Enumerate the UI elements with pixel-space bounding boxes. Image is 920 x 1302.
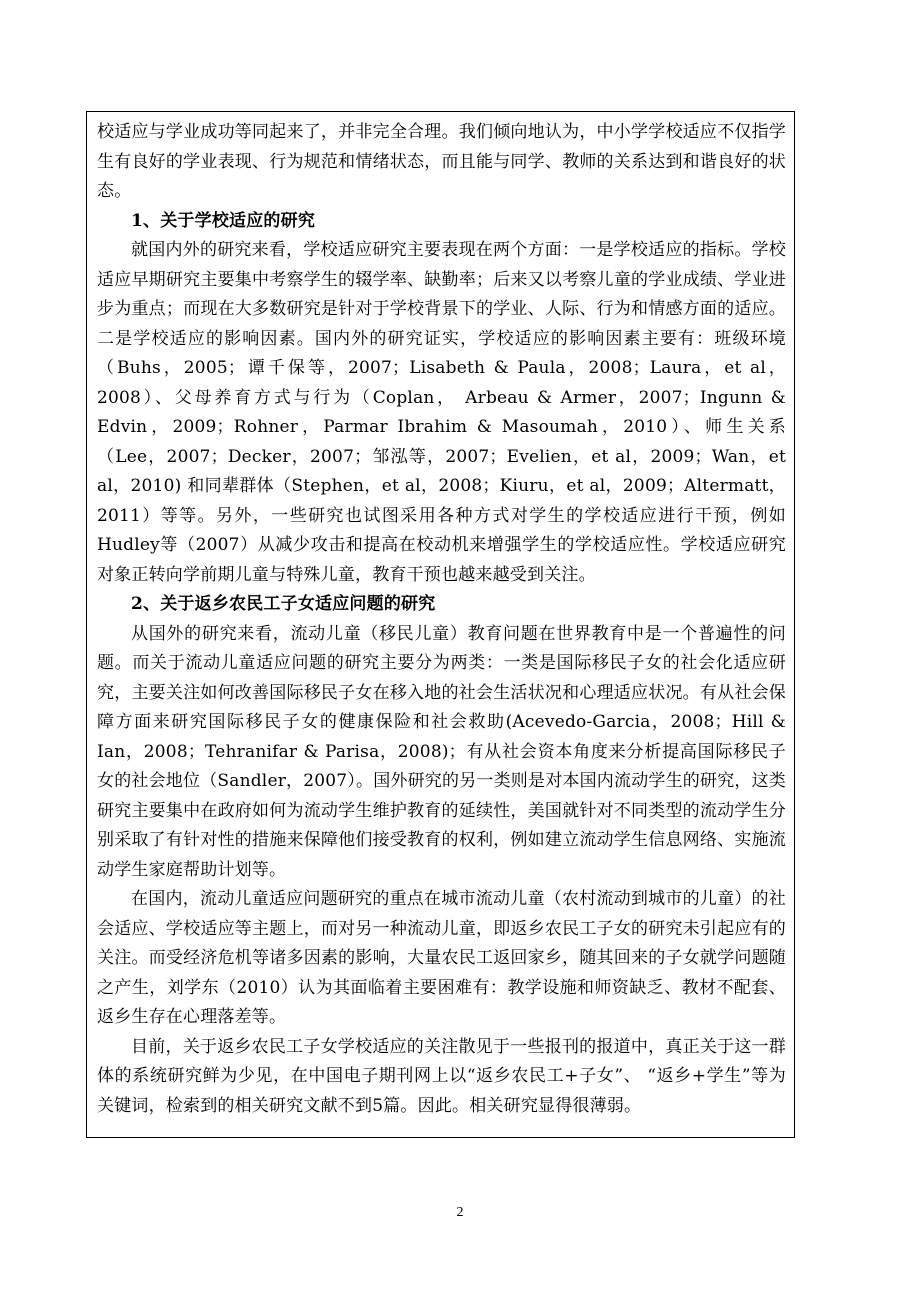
page-number: 2 [456, 1205, 464, 1220]
section2-heading: 2、关于返乡农民工子女适应问题的研究 [131, 594, 436, 614]
document-body [97, 118, 786, 1121]
section2-paragraph-1: 从国外的研究来看，流动儿童（移民儿童）教育问题在世界教育中是一个普遍性的问题。而关于流动儿童适应问题的研究主要分为两类：一类是国际移民子女的社会化适应研究，主要关注如何改善国际移民子女在移入地的社会生活状况和心理适应状况。有从社会保障方面来研究国际移民子女的健康保险和社会救助(Acevedo-Garcia，2008；Hill & Ian，2008；Tehranifar & Parisa，2008)；有从社会资本角度来分析提高国际移民子女的社会地位（Sandler，2007）。国外研究的另一类则是对本国内流动学生的研究，这类研究主要集中在政府如何为流动学生维护教育的延续性，美国就针对不同类型的流动学生分别采取了有针对性的措施来保障他们接受教育的权利，例如建立流动学生信息网络、实施流动学生家庭帮助计划等。 [97, 623, 786, 880]
section1-heading: 1、关于学校适应的研究 [131, 210, 316, 231]
text-frame [86, 111, 795, 1138]
section1-paragraph: 就国内外的研究来看，学校适应研究主要表现在两个方面：一是学校适应的指标。学校适应早期研究主要集中考察学生的辍学率、缺勤率；后来又以考察儿童的学业成绩、学业进步为重点；而现在大多数研究是针对于学校背景下的学业、人际、行为和情感方面的适应。二是学校适应的影响因素。国内外的研究证实，学校适应的影响因素主要有：班级环境（Buhs，2005；谭千保等，2007；Lisabeth & Paula，2008；Laura，et al，2008）、父母养育方式与行为（Coplan， Arbeau & Armer，2007；Ingunn & Edvin，2009；Rohner，Parmar Ibrahim & Masoumah，2010）、师生关系（Lee，2007；Decker，2007；邹泓等，2007；Evelien，et al，2009；Wan，et al，2010) 和同辈群体（Stephen，et al，2008；Kiuru，et al，2009；Altermatt，2011）等等。另外，一些研究也试图采用各种方式对学生的学校适应进行干预，例如Hudley等（2007）从减少攻击和提高在校动机来增强学生的学校适应性。学校适应研究对象正转向学前期儿童与特殊儿童，教育干预也越来越受到关注。 [97, 240, 786, 585]
section2-paragraph-2: 在国内，流动儿童适应问题研究的重点在城市流动儿童（农村流动到城市的儿童）的社会适应、学校适应等主题上，而对另一种流动儿童，即返乡农民工子女的研究未引起应有的关注。而受经济危机等诸多因素的影响，大量农民工返回家乡，随其回来的子女就学问题随之产生，刘学东（2010）认为其面临着主要困难有：教学设施和师资缺乏、教材不配套、返乡生存在心理落差等。 [97, 889, 786, 1027]
section2-paragraph-3: 目前，关于返乡农民工子女学校适应的关注散见于一些报刊的报道中，真正关于这一群体的系统研究鲜为少见，在中国电子期刊网上以“返乡农民工+子女”、 “返乡+学生”等为关键词，检索到的相关研究文献不到5篇。因此。相关研究显得很薄弱。 [97, 1036, 786, 1116]
intro-paragraph: 校适应与学业成功等同起来了，并非完全合理。我们倾向地认为，中小学学校适应不仅指学生有良好的学业表现、行为规范和情绪状态，而且能与同学、教师的关系达到和谐良好的状态。 [97, 122, 786, 201]
